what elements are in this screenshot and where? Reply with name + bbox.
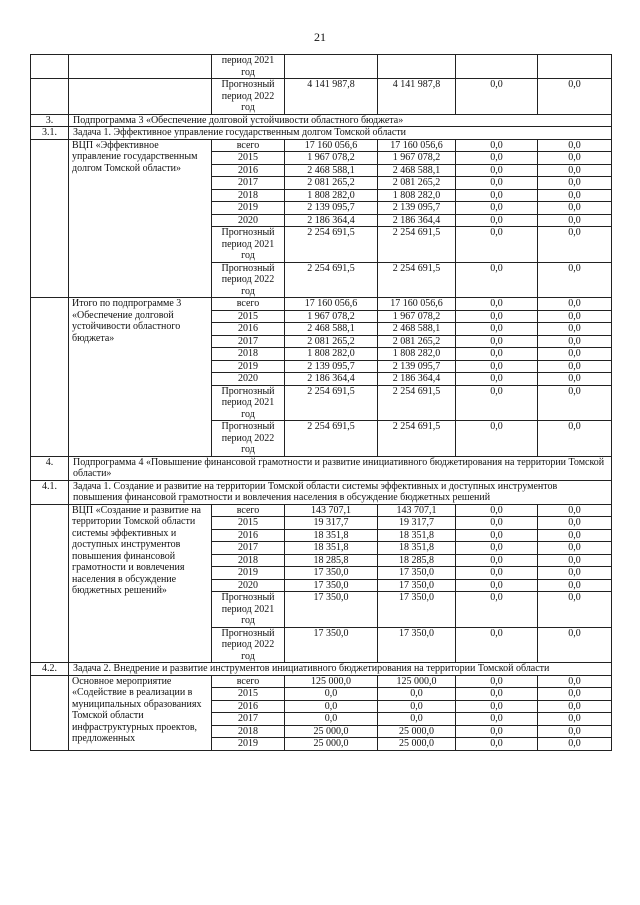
section-number: 3.1. [31,127,69,140]
period-cell: 2015 [212,517,285,530]
program-name: Основное мероприятие «Содействие в реализации в муниципальных образованиях Томской области инфраструктурных проектов, предложенных [69,675,212,750]
federal-cell: 18 351,8 [378,529,456,542]
federal-cell: 19 317,7 [378,517,456,530]
num-cell [31,298,69,457]
local-cell: 0,0 [538,227,612,263]
period-cell: 2018 [212,348,285,361]
section-number: 4. [31,456,69,480]
period-cell: всего [212,139,285,152]
period-cell: Прогнозный период 2021 год [212,592,285,628]
total-cell: 0,0 [285,688,378,701]
total-cell: 2 254 691,5 [285,421,378,457]
regional-cell: 0,0 [456,592,538,628]
regional-cell: 0,0 [456,348,538,361]
local-cell: 0,0 [538,152,612,165]
num-cell [31,79,69,115]
total-cell: 0,0 [285,700,378,713]
local-cell: 0,0 [538,688,612,701]
regional-cell: 0,0 [456,517,538,530]
table-row [31,675,612,688]
local-cell: 0,0 [538,79,612,115]
name-cell [69,79,212,115]
federal-cell: 18 351,8 [378,542,456,555]
regional-cell: 0,0 [456,298,538,311]
period-cell: 2017 [212,542,285,555]
federal-cell: 1 967 078,2 [378,310,456,323]
local-cell: 0,0 [538,554,612,567]
regional-cell: 0,0 [456,542,538,555]
regional-cell: 0,0 [456,164,538,177]
total-cell: 2 081 265,2 [285,177,378,190]
section-row [31,127,612,140]
total-cell: 2 468 588,1 [285,164,378,177]
federal-cell: 2 186 364,4 [378,373,456,386]
local-cell: 0,0 [538,504,612,517]
period-cell: 2019 [212,360,285,373]
federal-cell: 1 967 078,2 [378,152,456,165]
local-cell: 0,0 [538,262,612,298]
total-cell: 1 808 282,0 [285,348,378,361]
federal-cell: 125 000,0 [378,675,456,688]
period-cell: всего [212,675,285,688]
regional-cell: 0,0 [456,79,538,115]
local-cell: 0,0 [538,529,612,542]
total-cell: 2 254 691,5 [285,227,378,263]
section-title: Задача 2. Внедрение и развитие инструментов инициативного бюджетирования на территории Томской области [69,663,612,676]
federal-cell: 2 186 364,4 [378,214,456,227]
total-cell: 17 160 056,6 [285,139,378,152]
total-cell: 2 186 364,4 [285,373,378,386]
num-cell [31,55,69,79]
period-cell: 2020 [212,579,285,592]
name-cell [69,55,212,79]
federal-cell: 17 350,0 [378,579,456,592]
period-cell: всего [212,504,285,517]
local-cell: 0,0 [538,202,612,215]
section-row [31,114,612,127]
federal-cell: 17 160 056,6 [378,298,456,311]
total-cell: 17 350,0 [285,627,378,663]
federal-cell: 1 808 282,0 [378,189,456,202]
local-cell: 0,0 [538,567,612,580]
federal-cell: 17 160 056,6 [378,139,456,152]
table-row [31,55,612,79]
section-number: 4.2. [31,663,69,676]
total-cell: 17 350,0 [285,592,378,628]
regional-cell: 0,0 [456,189,538,202]
regional-cell: 0,0 [456,360,538,373]
regional-cell: 0,0 [456,227,538,263]
federal-cell: 25 000,0 [378,725,456,738]
federal-cell: 2 254 691,5 [378,227,456,263]
total-cell: 2 139 095,7 [285,202,378,215]
period-cell: период 2021 год [212,55,285,79]
total-cell: 2 081 265,2 [285,335,378,348]
regional-cell: 0,0 [456,567,538,580]
period-cell: 2015 [212,310,285,323]
regional-cell: 0,0 [456,323,538,336]
local-cell: 0,0 [538,139,612,152]
local-cell: 0,0 [538,542,612,555]
regional-cell: 0,0 [456,675,538,688]
regional-cell: 0,0 [456,504,538,517]
period-cell: 2015 [212,152,285,165]
local-cell: 0,0 [538,738,612,751]
period-cell: 2018 [212,554,285,567]
federal-cell: 1 808 282,0 [378,348,456,361]
period-cell: Прогнозный период 2022 год [212,421,285,457]
section-title: Подпрограмма 4 «Повышение финансовой грамотности и развитие инициативного бюджетирования на территории Томской области» [69,456,612,480]
total-cell: 17 350,0 [285,579,378,592]
federal-cell: 18 285,8 [378,554,456,567]
local-cell: 0,0 [538,214,612,227]
section-number: 3. [31,114,69,127]
regional-cell: 0,0 [456,554,538,567]
num-cell [31,504,69,663]
regional-cell: 0,0 [456,421,538,457]
local-cell: 0,0 [538,713,612,726]
federal-cell: 2 254 691,5 [378,262,456,298]
num-cell [31,139,69,298]
local-cell: 0,0 [538,700,612,713]
section-title: Задача 1. Эффективное управление государственным долгом Томской области [69,127,612,140]
total-cell: 0,0 [285,713,378,726]
regional-cell: 0,0 [456,700,538,713]
local-cell: 0,0 [538,298,612,311]
local-cell: 0,0 [538,385,612,421]
total-cell: 25 000,0 [285,725,378,738]
regional-cell: 0,0 [456,688,538,701]
federal-cell: 2 254 691,5 [378,385,456,421]
total-cell: 4 141 987,8 [285,79,378,115]
regional-cell: 0,0 [456,214,538,227]
regional-cell: 0,0 [456,385,538,421]
total-cell: 25 000,0 [285,738,378,751]
period-cell: Прогнозный период 2022 год [212,262,285,298]
local-cell: 0,0 [538,373,612,386]
local-cell: 0,0 [538,335,612,348]
federal-cell: 25 000,0 [378,738,456,751]
program-name: ВЦП «Эффективное управление государственным долгом Томской области» [69,139,212,298]
regional-cell: 0,0 [456,335,538,348]
local-cell [538,55,612,79]
total-cell: 1 967 078,2 [285,310,378,323]
total-cell: 143 707,1 [285,504,378,517]
federal-cell: 2 468 588,1 [378,323,456,336]
federal-cell: 17 350,0 [378,567,456,580]
regional-cell: 0,0 [456,139,538,152]
total-cell: 2 186 364,4 [285,214,378,227]
period-cell: Прогнозный период 2022 год [212,627,285,663]
section-row [31,456,612,480]
regional-cell: 0,0 [456,738,538,751]
regional-cell: 0,0 [456,177,538,190]
federal-cell: 17 350,0 [378,592,456,628]
federal-cell: 143 707,1 [378,504,456,517]
period-cell: 2017 [212,177,285,190]
total-cell: 19 317,7 [285,517,378,530]
section-title: Подпрограмма 3 «Обеспечение долговой устойчивости областного бюджета» [69,114,612,127]
period-cell: 2019 [212,738,285,751]
period-cell: 2016 [212,700,285,713]
federal-cell: 0,0 [378,688,456,701]
total-cell: 18 351,8 [285,529,378,542]
local-cell: 0,0 [538,579,612,592]
local-cell: 0,0 [538,164,612,177]
period-cell: 2020 [212,373,285,386]
regional-cell: 0,0 [456,373,538,386]
budget-table [30,54,612,751]
period-cell: 2016 [212,323,285,336]
period-cell: 2019 [212,567,285,580]
local-cell: 0,0 [538,310,612,323]
total-cell: 2 254 691,5 [285,385,378,421]
regional-cell: 0,0 [456,202,538,215]
section-row [31,480,612,504]
local-cell: 0,0 [538,189,612,202]
page-number: 21 [314,30,326,44]
period-cell: 2020 [212,214,285,227]
section-row [31,663,612,676]
local-cell: 0,0 [538,177,612,190]
program-name: ВЦП «Создание и развитие на территории Томской области системы эффективных и доступных инструментов повышения финансовой грамотности и вовлечения населения в обсуждение бюджетных решений» [69,504,212,663]
total-cell [285,55,378,79]
local-cell: 0,0 [538,348,612,361]
regional-cell: 0,0 [456,152,538,165]
federal-cell: 2 254 691,5 [378,421,456,457]
table-row [31,504,612,517]
period-cell: 2017 [212,335,285,348]
period-cell: Прогнозный период 2022 год [212,79,285,115]
regional-cell: 0,0 [456,579,538,592]
period-cell: 2018 [212,725,285,738]
local-cell: 0,0 [538,627,612,663]
table-row [31,139,612,152]
period-cell: 2015 [212,688,285,701]
federal-cell: 2 139 095,7 [378,360,456,373]
program-name: Итого по подпрограмме 3 «Обеспечение долговой устойчивости областного бюджета» [69,298,212,457]
total-cell: 18 285,8 [285,554,378,567]
local-cell: 0,0 [538,675,612,688]
period-cell: 2016 [212,164,285,177]
federal-cell: 2 081 265,2 [378,177,456,190]
table-row [31,298,612,311]
federal-cell: 0,0 [378,700,456,713]
total-cell: 2 254 691,5 [285,262,378,298]
local-cell: 0,0 [538,323,612,336]
total-cell: 125 000,0 [285,675,378,688]
period-cell: всего [212,298,285,311]
period-cell: 2019 [212,202,285,215]
table-row [31,79,612,115]
federal-cell: 2 139 095,7 [378,202,456,215]
total-cell: 17 160 056,6 [285,298,378,311]
regional-cell: 0,0 [456,529,538,542]
period-cell: 2017 [212,713,285,726]
num-cell [31,675,69,750]
federal-cell: 4 141 987,8 [378,79,456,115]
total-cell: 18 351,8 [285,542,378,555]
federal-cell [378,55,456,79]
federal-cell: 2 081 265,2 [378,335,456,348]
section-number: 4.1. [31,480,69,504]
regional-cell [456,55,538,79]
regional-cell: 0,0 [456,725,538,738]
total-cell: 2 139 095,7 [285,360,378,373]
period-cell: 2018 [212,189,285,202]
total-cell: 1 808 282,0 [285,189,378,202]
regional-cell: 0,0 [456,713,538,726]
section-title: Задача 1. Создание и развитие на территории Томской области системы эффективных и доступных инструментов повышения финансовой грамотности и вовлечения населения в обсуждение бюджетных решений [69,480,612,504]
total-cell: 1 967 078,2 [285,152,378,165]
total-cell: 2 468 588,1 [285,323,378,336]
local-cell: 0,0 [538,725,612,738]
regional-cell: 0,0 [456,262,538,298]
federal-cell: 17 350,0 [378,627,456,663]
regional-cell: 0,0 [456,627,538,663]
total-cell: 17 350,0 [285,567,378,580]
federal-cell: 2 468 588,1 [378,164,456,177]
local-cell: 0,0 [538,517,612,530]
local-cell: 0,0 [538,360,612,373]
federal-cell: 0,0 [378,713,456,726]
local-cell: 0,0 [538,592,612,628]
period-cell: Прогнозный период 2021 год [212,385,285,421]
period-cell: Прогнозный период 2021 год [212,227,285,263]
regional-cell: 0,0 [456,310,538,323]
period-cell: 2016 [212,529,285,542]
local-cell: 0,0 [538,421,612,457]
